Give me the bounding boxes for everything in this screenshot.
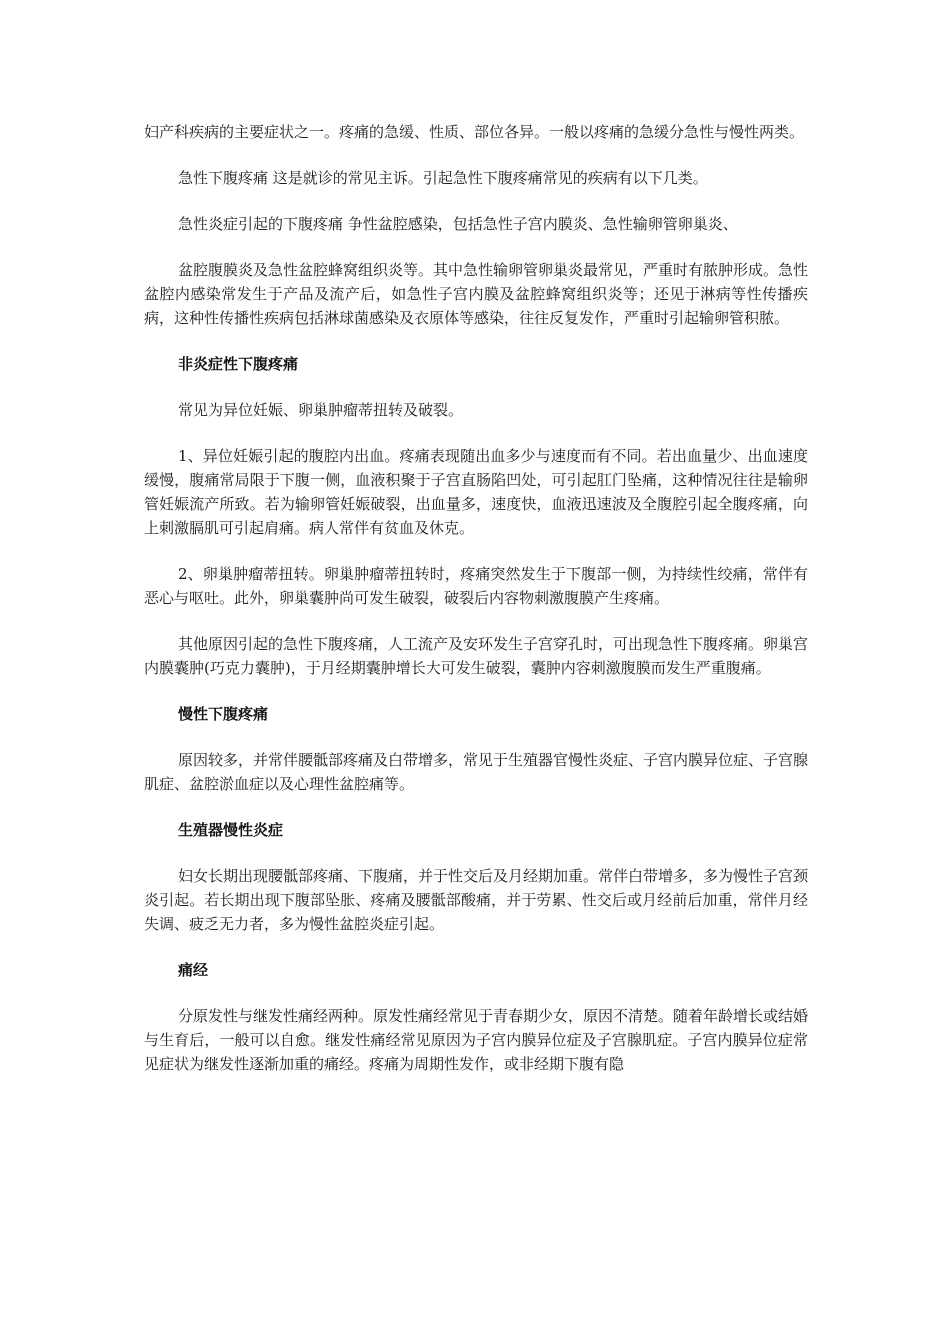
paragraph-acute-inflammation: 急性炎症引起的下腹疼痛 争性盆腔感染，包括急性子宫内膜炎、急性输卵管卵巢炎、 <box>178 215 738 233</box>
heading-chronic-inflammation: 生殖器慢性炎症 <box>178 821 284 839</box>
heading-non-inflammatory: 非炎症性下腹疼痛 <box>178 355 299 373</box>
paragraph-common-causes: 常见为异位妊娠、卵巢肿瘤蒂扭转及破裂。 <box>178 401 464 419</box>
paragraph-ectopic-pregnancy: 1、异位妊娠引起的腹腔内出血。疼痛表现随出血多少与速度而有不同。若出血量少、出血速度缓慢，腹痛常局限于下腹一侧，血液积聚于子宫直肠陷凹处，可引起肛门坠痛，这种情况往往是输卵管妊娠流产所致。若为输卵管妊娠破裂，出血量多，速度快，血液迅速波及全腹腔引起全腹疼痛，向上刺激膈肌可引起肩痛。病人常伴有贫血及休克。 <box>144 447 808 537</box>
document-page <box>144 120 808 1076</box>
paragraph-pelvic-peritonitis: 盆腔腹膜炎及急性盆腔蜂窝组织炎等。其中急性输卵管卵巢炎最常见，严重时有脓肿形成。急性盆腔内感染常发生于产品及流产后，如急性子宫内膜及盆腔蜂窝组织炎等；还见于淋病等性传播疾病，这种性传播性疾病包括淋球菌感染及衣原体等感染，往往反复发作，严重时引起输卵管积脓。 <box>144 261 809 327</box>
paragraph-intro: 妇产科疾病的主要症状之一。疼痛的急缓、性质、部位各异。一般以疼痛的急缓分急性与慢性两类。 <box>144 123 805 141</box>
heading-chronic-pain: 慢性下腹疼痛 <box>178 705 269 723</box>
heading-dysmenorrhea: 痛经 <box>178 961 209 979</box>
paragraph-acute-pain: 急性下腹疼痛 这是就诊的常见主诉。引起急性下腹疼痛常见的疾病有以下几类。 <box>178 169 708 187</box>
paragraph-dysmenorrhea: 分原发性与继发性痛经两种。原发性痛经常见于青春期少女，原因不清楚。随着年龄增长或结婚与生育后，一般可以自愈。继发性痛经常见原因为子宫内膜异位症及子宫腺肌症。子宫内膜异位症常见症状为继发性逐渐加重的痛经。疼痛为周期性发作，或非经期下腹有隐 <box>144 1007 809 1073</box>
paragraph-ovarian-torsion: 2、卵巢肿瘤蒂扭转。卵巢肿瘤蒂扭转时，疼痛突然发生于下腹部一侧，为持续性绞痛，常伴有恶心与呕吐。此外，卵巢囊肿尚可发生破裂，破裂后内容物刺激腹膜产生疼痛。 <box>144 565 808 607</box>
paragraph-chronic-causes: 原因较多，并常伴腰骶部疼痛及白带增多，常见于生殖器官慢性炎症、子宫内膜异位症、子宫腺肌症、盆腔淤血症以及心理性盆腔痛等。 <box>144 751 809 793</box>
paragraph-other-causes: 其他原因引起的急性下腹疼痛，人工流产及安环发生子宫穿孔时，可出现急性下腹疼痛。卵巢宫内膜囊肿(巧克力囊肿)，于月经期囊肿增长大可发生破裂，囊肿内容刺激腹膜而发生严重腹痛。 <box>144 635 809 677</box>
paragraph-chronic-inflammation: 妇女长期出现腰骶部疼痛、下腹痛，并于性交后及月经期加重。常伴白带增多，多为慢性子宫颈炎引起。若长期出现下腹部坠胀、疼痛及腰骶部酸痛，并于劳累、性交后或月经前后加重，常伴月经失调、疲乏无力者，多为慢性盆腔炎症引起。 <box>144 867 809 933</box>
